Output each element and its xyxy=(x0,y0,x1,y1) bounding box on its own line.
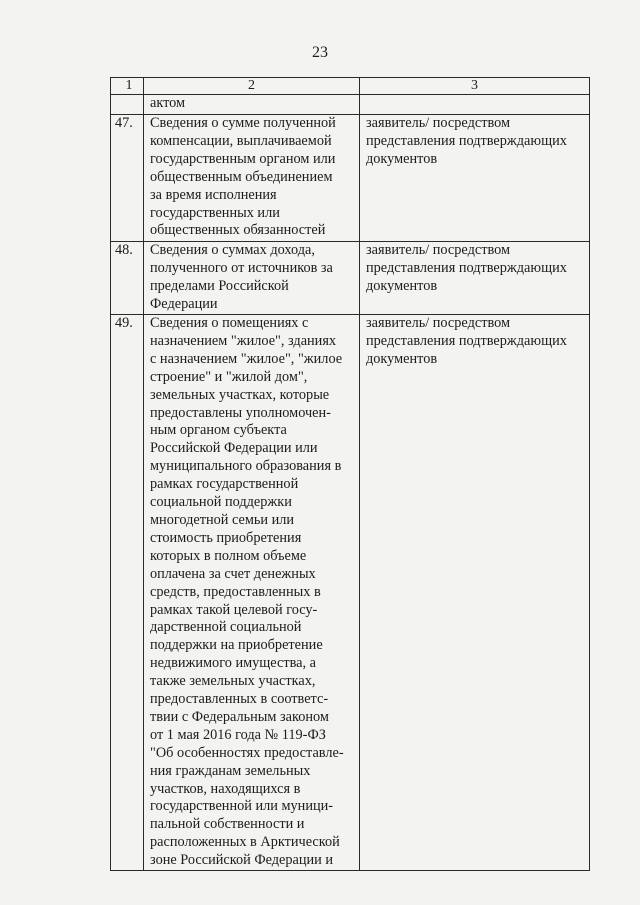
row-description xyxy=(144,95,360,115)
description-line: ным органом субъекта xyxy=(150,422,287,439)
description-line: с назначением "жилое", "жилое xyxy=(150,350,343,367)
source-line: заявитель/ посредством xyxy=(366,115,511,131)
description-line: земельных участках, которые xyxy=(150,386,330,403)
row-source xyxy=(360,315,590,871)
description-line: стоимость приобретения xyxy=(150,529,302,546)
table-row-continued xyxy=(111,95,590,115)
description-line: пальной собственности и xyxy=(150,816,305,833)
source-line: заявитель/ посредством xyxy=(366,315,511,331)
description-line: "Об особенностях предоставле- xyxy=(150,744,344,761)
description-line: Сведения о сумме полученной xyxy=(150,115,336,131)
header-cell-3: 3 xyxy=(360,78,590,95)
row-number: 48. xyxy=(111,242,144,315)
row-description xyxy=(144,315,360,871)
description-line: поддержки на приобретение xyxy=(150,637,323,654)
description-line: актом xyxy=(150,95,186,111)
description-line: зоне Российской Федерации и xyxy=(150,852,334,869)
row-description xyxy=(144,115,360,242)
description-line: социальной поддержки xyxy=(150,494,292,511)
description-line: предоставлены уполномочен- xyxy=(150,404,331,421)
description-line: государственным органом или xyxy=(150,150,336,167)
source-line: документов xyxy=(366,277,438,294)
source-line: представления подтверждающих xyxy=(366,259,567,276)
source-line: документов xyxy=(366,350,438,367)
description-line: строение" и "жилой дом", xyxy=(150,368,308,385)
description-line: за время исполнения xyxy=(150,186,277,203)
table-header-row xyxy=(111,78,590,95)
description-line: также земельных участках, xyxy=(150,673,316,690)
description-line: ния гражданам земельных xyxy=(150,762,311,779)
description-line: рамках государственной xyxy=(150,476,299,493)
description-line: оплачена за счет денежных xyxy=(150,565,316,582)
description-line: государственной или муници- xyxy=(150,798,334,815)
row-number: 47. xyxy=(111,115,144,242)
description-line: Федерации xyxy=(150,295,218,312)
source-line: представления подтверждающих xyxy=(366,332,567,349)
description-line: государственных или xyxy=(150,204,280,221)
row-source xyxy=(360,95,590,115)
page-number: 23 xyxy=(312,44,328,61)
description-line: пределами Российской xyxy=(150,277,289,294)
description-line: общественным объединением xyxy=(150,168,333,185)
description-line: предоставленных в соответс- xyxy=(150,691,329,708)
description-line: общественных обязанностей xyxy=(150,222,326,239)
row-source xyxy=(360,242,590,315)
row-description xyxy=(144,242,360,315)
table-row xyxy=(111,315,590,871)
description-line: полученного от источников за xyxy=(150,259,333,276)
description-line: расположенных в Арктической xyxy=(150,834,340,851)
description-line: Российской Федерации или xyxy=(150,440,318,457)
description-line: многодетной семьи или xyxy=(150,511,295,528)
description-line: Сведения о суммах дохода, xyxy=(150,242,315,258)
description-line: рамках такой целевой госу- xyxy=(150,601,318,618)
source-line: представления подтверждающих xyxy=(366,132,567,149)
description-line: участков, находящихся в xyxy=(150,780,301,797)
description-line: назначением "жилое", зданиях xyxy=(150,332,337,349)
description-line: муниципального образования в xyxy=(150,458,342,475)
header-cell-2: 2 xyxy=(144,78,360,95)
description-line: от 1 мая 2016 года № 119-ФЗ xyxy=(150,726,326,743)
description-line: средств, предоставленных в xyxy=(150,583,321,600)
source-line: заявитель/ посредством xyxy=(366,242,511,258)
description-line: твии с Федеральным законом xyxy=(150,708,329,725)
description-line: дарственной социальной xyxy=(150,619,302,636)
description-line: которых в полном объеме xyxy=(150,547,307,564)
description-line: Сведения о помещениях с xyxy=(150,315,309,331)
description-line: недвижимого имущества, а xyxy=(150,655,316,672)
source-line: документов xyxy=(366,150,438,167)
table-row xyxy=(111,242,590,315)
row-number: 49. xyxy=(111,315,144,871)
description-line: компенсации, выплачиваемой xyxy=(150,132,332,149)
row-number xyxy=(111,95,144,115)
document-table xyxy=(110,77,590,871)
row-source xyxy=(360,115,590,242)
table-row xyxy=(111,115,590,242)
header-cell-1: 1 xyxy=(111,78,144,95)
